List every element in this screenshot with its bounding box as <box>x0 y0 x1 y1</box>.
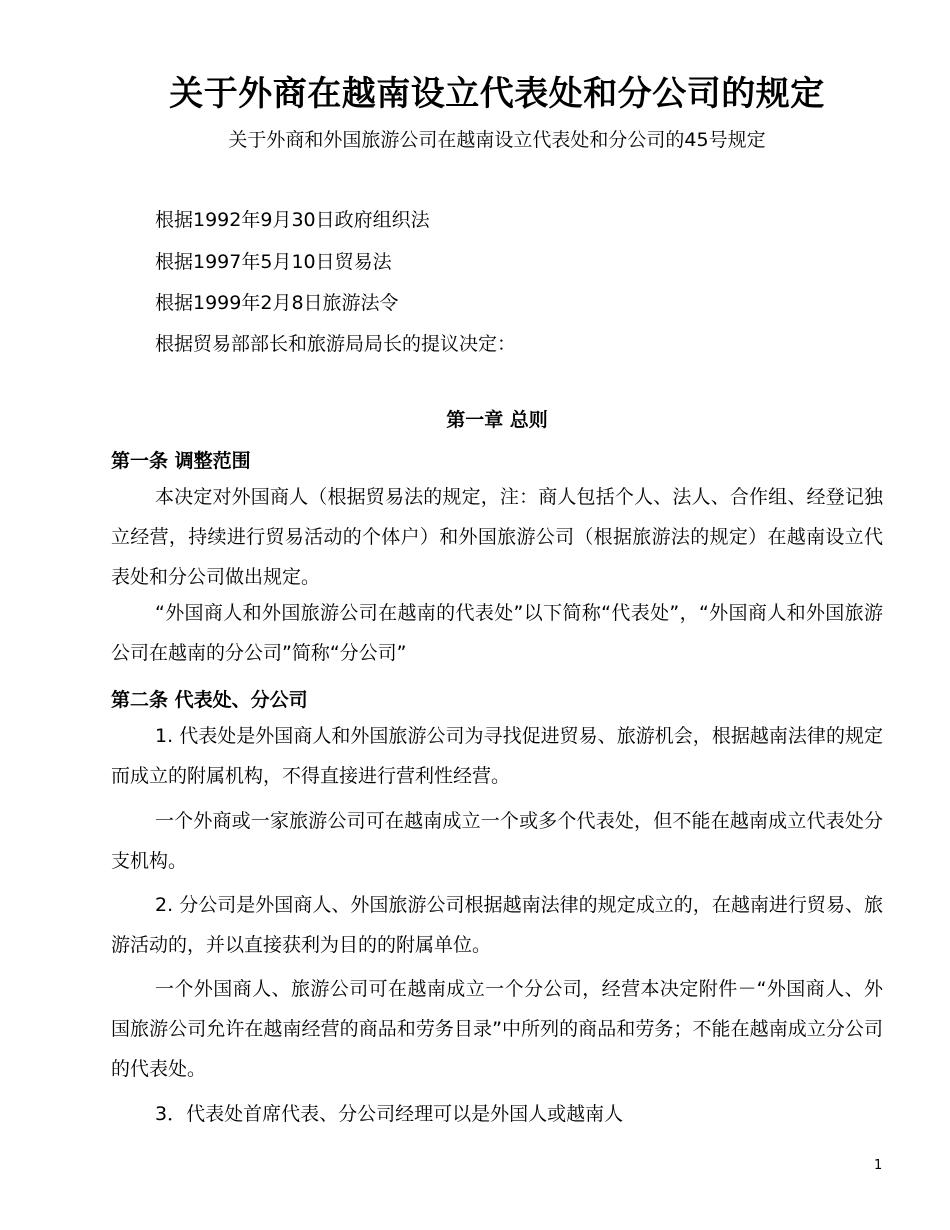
chapter-heading: 第一章 总则 <box>446 409 548 431</box>
paragraph: 2. 分公司是外国商人、外国旅游公司根据越南法律的规定成立的，在越南进行贸易、旅游活动的，并以直接获利为目的的附属单位。 <box>111 894 883 956</box>
basis-line: 根据1999年2月8日旅游法令 <box>155 292 399 314</box>
paragraph: 一个外商或一家旅游公司可在越南成立一个或多个代表处，但不能在越南成立代表处分支机构。 <box>111 810 883 872</box>
article-heading: 第一条 调整范围 <box>111 450 251 472</box>
page-number: 1 <box>874 1158 883 1173</box>
paragraph: 3．代表处首席代表、分公司经理可以是外国人或越南人 <box>155 1103 624 1125</box>
article-heading: 第二条 代表处、分公司 <box>111 689 308 711</box>
paragraph: “外国商人和外国旅游公司在越南的代表处”以下简称“代表处”，“外国商人和外国旅游公司在越南的分公司”简称“分公司” <box>111 602 883 664</box>
basis-line: 根据1997年5月10日贸易法 <box>155 251 392 273</box>
paragraph: 1. 代表处是外国商人和外国旅游公司为寻找促进贸易、旅游机会，根据越南法律的规定而成立的附属机构，不得直接进行营利性经营。 <box>111 725 883 787</box>
document-subtitle: 关于外商和外国旅游公司在越南设立代表处和分公司的45号规定 <box>228 129 766 151</box>
basis-line: 根据1992年9月30日政府组织法 <box>155 209 430 231</box>
document-title: 关于外商在越南设立代表处和分公司的规定 <box>169 74 825 114</box>
paragraph: 本决定对外国商人（根据贸易法的规定，注：商人包括个人、法人、合作组、经登记独立经营，持续进行贸易活动的个体户）和外国旅游公司（根据旅游法的规定）在越南设立代表处和分公司做出规定。 <box>111 486 883 588</box>
basis-line: 根据贸易部部长和旅游局局长的提议决定： <box>155 333 517 355</box>
paragraph: 一个外国商人、旅游公司可在越南成立一个分公司，经营本决定附件－“外国商人、外国旅游公司允许在越南经营的商品和劳务目录”中所列的商品和劳务；不能在越南成立分公司的代表处。 <box>111 978 883 1080</box>
